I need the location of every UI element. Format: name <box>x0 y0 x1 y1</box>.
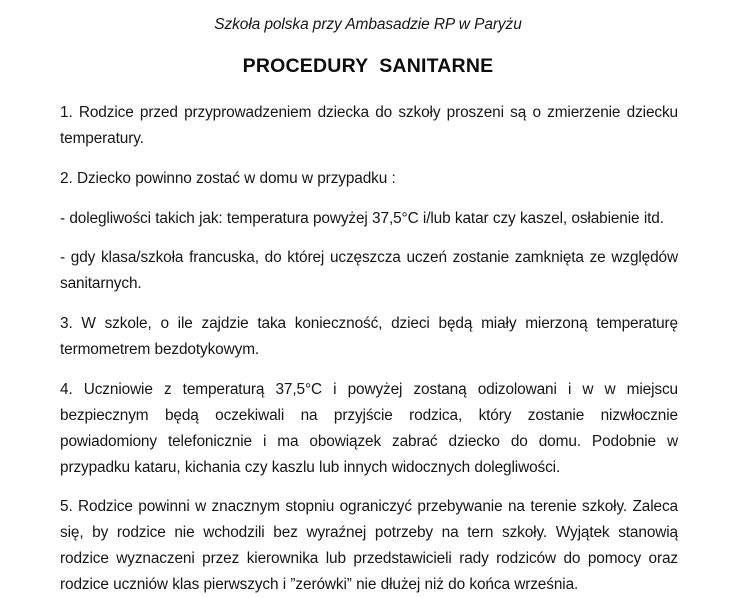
document-body <box>0 100 736 598</box>
paragraph: 3. W szkole, o ile zajdzie taka konieczność, dzieci będą miały mierzoną temperaturę termometrem bezdotykowym. <box>60 315 678 359</box>
paragraph: 1. Rodzice przed przyprowadzeniem dziecka do szkoły proszeni są o zmierzenie dziecku temperatury. <box>60 103 678 147</box>
paragraph: - gdy klasa/szkoła francuska, do której uczęszcza uczeń zostanie zamknięta ze względów sanitarnych. <box>60 249 678 293</box>
paragraph: 2. Dziecko powinno zostać w domu w przypadku : <box>60 169 396 187</box>
paragraph: 5. Rodzice powinni w znacznym stopniu ograniczyć przebywanie na terenie szkoły. Zaleca się, by rodzice nie wchodzili bez wyraźnej potrzeby na tern szkoły. Wyjątek stanowią rodzice wyznaczeni przez kierownika lub przedstawicieli rady rodziców do pomocy oraz rodzice uczniów klas pierwszych i ”zerówki” nie dłużej niż do końca września. <box>60 498 678 594</box>
paragraph: - dolegliwości takich jak: temperatura powyżej 37,5°C i/lub katar czy kaszel, osłabienie itd. <box>60 209 664 227</box>
page-title: PROCEDURY SANITARNE <box>242 54 494 77</box>
document-header: Szkoła polska przy Ambasadzie RP w Paryżu <box>214 16 522 33</box>
paragraph: 4. Uczniowie z temperaturą 37,5°C i powyżej zostaną odizolowani i w w miejscu bezpiecznym będą oczekiwali na przyjście rodzica, który zostanie nizwłocznie powiadomiony telefonicznie i ma obowiązek zabrać dziecko do domu. Podobnie w przypadku kataru, kichania czy kaszlu lub innych widocznych dolegliwości. <box>60 380 678 476</box>
